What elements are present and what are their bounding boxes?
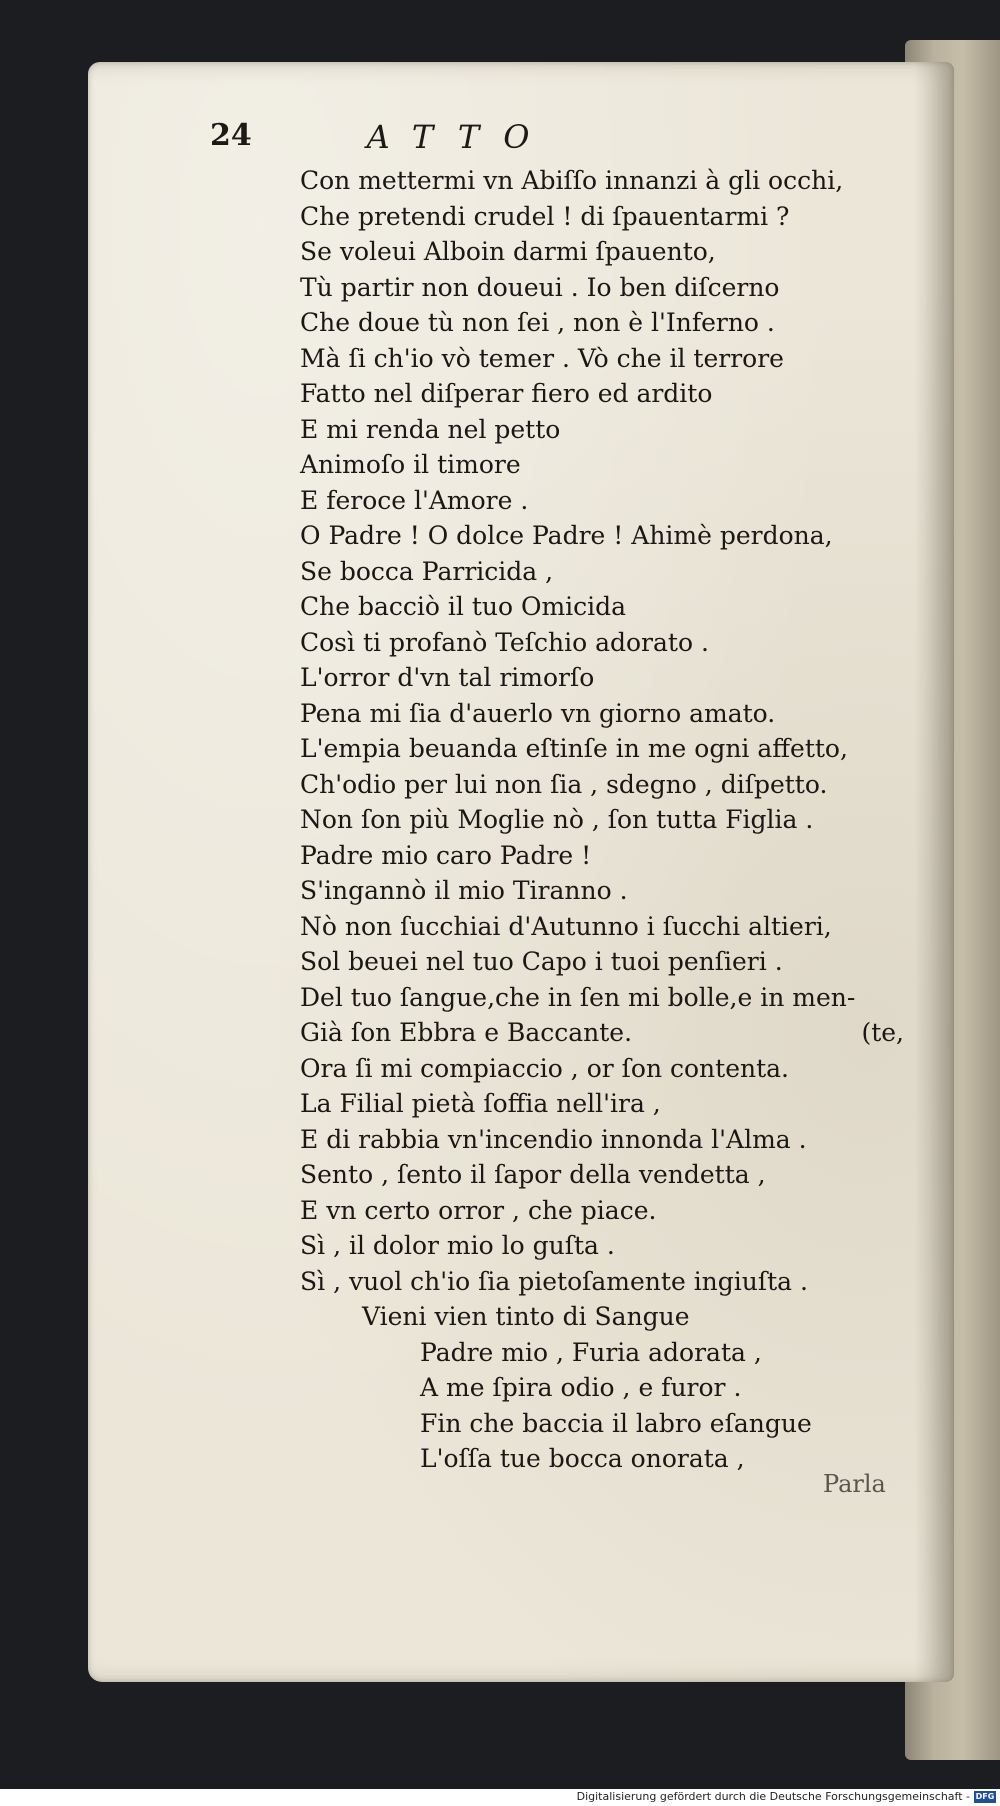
verse-line: Sì , il dolor mio lo guſta . xyxy=(300,1231,615,1260)
verse-line: Ch'odio per lui non ſia , sdegno , diſpetto. xyxy=(300,769,828,799)
catchword: Parla xyxy=(823,1470,886,1498)
verse-line: Pena mi ſia d'auerlo vn giorno amato. xyxy=(300,698,776,728)
verse-line: E vn certo orror , che piace. xyxy=(300,1195,657,1225)
verse-line: Sento , ſento il ſapor della vendetta , xyxy=(300,1160,766,1189)
verse-line-with-fragment xyxy=(300,1015,940,1051)
verse-line: Padre mio caro Padre ! xyxy=(300,840,592,870)
verse-line: Ora ſi mi compiaccio , or ſon contenta. xyxy=(300,1053,789,1083)
verse-line: L'empia beuanda eſtinſe in me ogni affetto, xyxy=(300,734,848,763)
verse-line: Mà ſi ch'io vò temer . Vò che il terrore xyxy=(300,343,784,373)
aria-line: Fin che baccia il labro eſangue xyxy=(420,1408,812,1438)
verse-line: E feroce l'Amore . xyxy=(300,485,529,515)
verse-line: Che doue tù non ſei , non è l'Inferno . xyxy=(300,308,775,337)
verse-line: Se bocca Parricida , xyxy=(300,556,554,586)
verse-line: Animoſo il timore xyxy=(300,450,521,479)
verse-line: L'orror d'vn tal rimorſo xyxy=(300,663,595,692)
aria-line: A me ſpira odio , e furor . xyxy=(420,1373,742,1402)
verse-line: Che pretendi crudel ! di ſpauentarmi ? xyxy=(300,201,790,231)
verse-line: Nò non ſucchiai d'Autunno i ſucchi altieri, xyxy=(300,911,832,941)
verse-line: Fatto nel diſperar fiero ed ardito xyxy=(300,379,713,408)
page-number: 24 xyxy=(210,118,252,153)
aria-line: L'oſſa tue bocca onorata , xyxy=(420,1444,745,1473)
page-header xyxy=(210,118,730,162)
verse-line: E mi renda nel petto xyxy=(300,414,561,444)
running-head: ATTO xyxy=(366,118,554,156)
verse-line: Sol beuei nel tuo Capo i tuoi penſieri . xyxy=(300,947,783,976)
verse-text xyxy=(300,163,940,1477)
line-continuation-fragment: (te, xyxy=(861,1018,904,1047)
verse-line: Sì , vuol ch'io ſia pietoſamente ingiuſta . xyxy=(300,1266,808,1296)
verse-line: Se voleui Alboin darmi ſpauento, xyxy=(300,237,716,266)
aria-line: Padre mio , Furia adorata , xyxy=(420,1337,762,1367)
digitization-footer xyxy=(0,1789,1000,1806)
verse-line: S'ingannò il mio Tiranno . xyxy=(300,876,628,905)
aria-line: Vieni vien tinto di Sangue xyxy=(362,1302,690,1331)
verse-line: E di rabbia vn'incendio innonda l'Alma . xyxy=(300,1124,807,1154)
verse-line: La Filial pietà ſoffia nell'ira , xyxy=(300,1089,661,1118)
verse-line: Tù partir non doueui . Io ben diſcerno xyxy=(300,272,780,302)
verse-line: Del tuo ſangue,che in ſen mi bolle,e in men- xyxy=(300,982,856,1012)
verse-line-text: Già ſon Ebbra e Baccante. xyxy=(300,1018,633,1047)
verse-line: O Padre ! O dolce Padre ! Ahimè perdona, xyxy=(300,521,833,550)
verse-line: Con mettermi vn Abiſſo innanzi à gli occhi, xyxy=(300,166,844,195)
verse-line: Non ſon più Moglie nò , ſon tutta Figlia . xyxy=(300,805,814,834)
funding-credit: Digitalisierung gefördert durch die Deutsche Forschungsgemeinschaft - xyxy=(576,1790,970,1803)
verse-line: Che bacciò il tuo Omicida xyxy=(300,592,627,621)
verse-line: Così ti profanò Teſchio adorato . xyxy=(300,627,709,657)
dfg-logo: DFG xyxy=(975,1792,995,1801)
